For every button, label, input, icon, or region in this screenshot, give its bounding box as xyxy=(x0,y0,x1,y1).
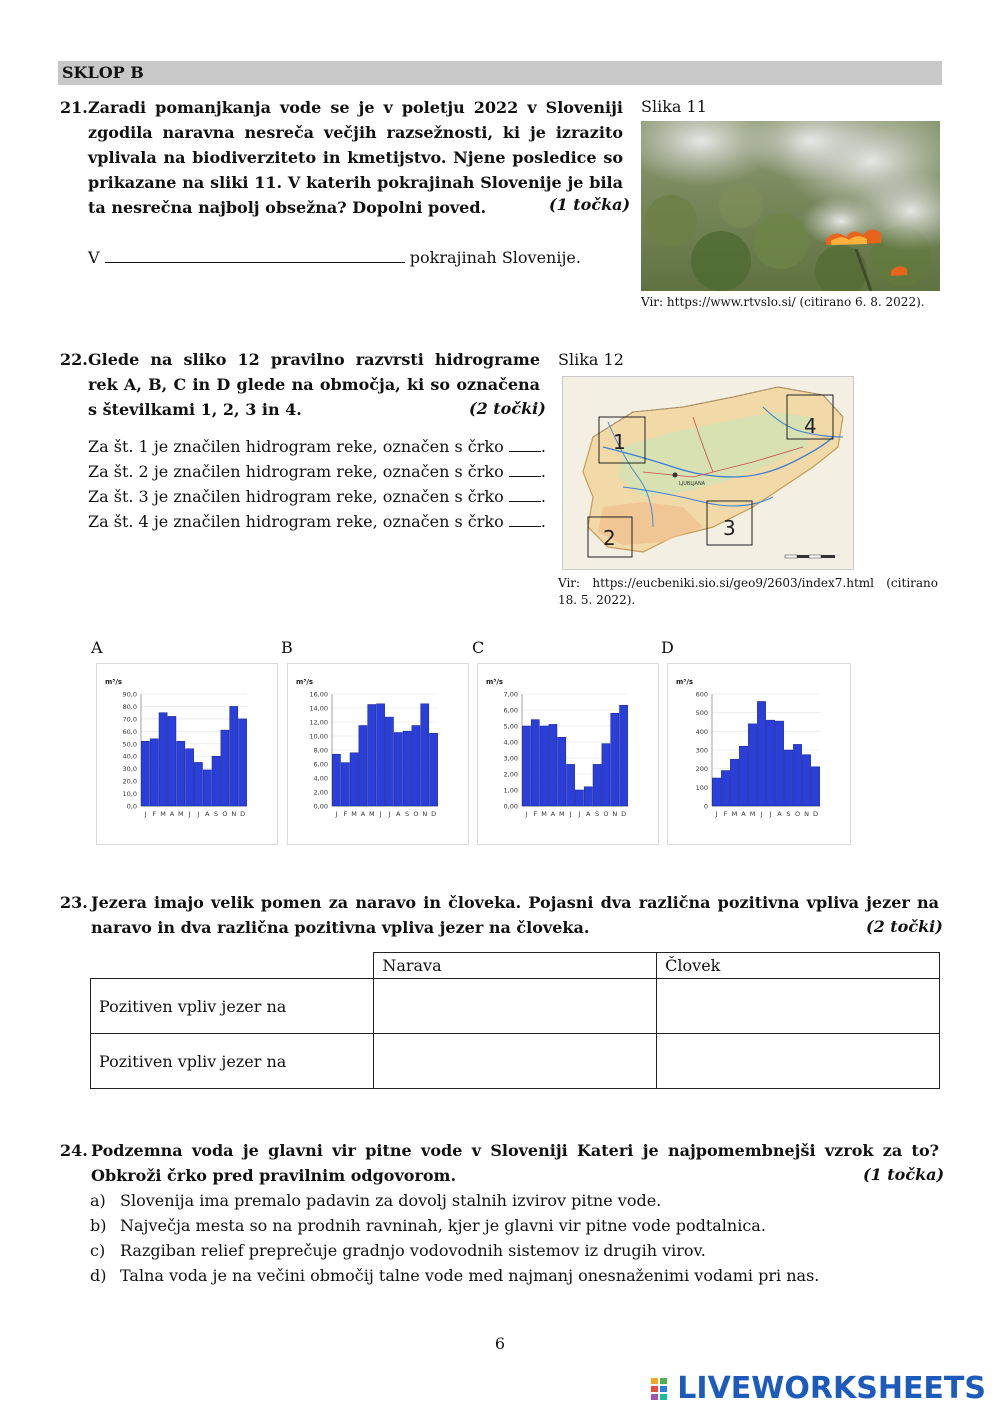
x-tick-label: M xyxy=(368,810,375,818)
q23-row-2 xyxy=(91,1034,940,1089)
bar-9 xyxy=(593,764,601,806)
y-tick-label: 3,00 xyxy=(503,754,518,763)
x-tick-label: A xyxy=(550,810,556,818)
x-tick-label: J xyxy=(525,810,528,818)
liveworksheets-logo-icon xyxy=(651,1376,677,1400)
q22-blank-3[interactable] xyxy=(509,501,541,502)
y-tick-label: 2,00 xyxy=(313,788,328,797)
q23-answer-clovek-1[interactable] xyxy=(657,979,940,1034)
q24-option-d-letter[interactable]: d) xyxy=(90,1266,107,1285)
y-tick-label: 200 xyxy=(695,765,708,774)
chart-c-letter: C xyxy=(472,638,485,657)
x-tick-label: J xyxy=(769,810,772,818)
x-tick-label: A xyxy=(360,810,366,818)
x-tick-label: S xyxy=(595,810,600,818)
y-tick-label: 300 xyxy=(695,746,708,755)
y-tick-label: 20,0 xyxy=(122,777,137,786)
q24-option-a[interactable] xyxy=(90,1188,661,1213)
y-axis-label: m³/s xyxy=(296,678,314,686)
bar-5 xyxy=(748,724,756,806)
x-tick-label: A xyxy=(396,810,401,818)
x-tick-label: M xyxy=(558,810,565,818)
y-tick-label: 90,0 xyxy=(122,690,137,699)
bar-4 xyxy=(739,746,747,806)
x-tick-label: A xyxy=(586,810,591,818)
y-tick-label: 400 xyxy=(695,727,708,736)
bar-8 xyxy=(775,721,783,806)
bar-1 xyxy=(522,726,530,806)
q23-header-clovek: Človek xyxy=(657,953,940,979)
q23-row-1-label: Pozitiven vpliv jezer na xyxy=(91,979,374,1034)
y-tick-label: 5,00 xyxy=(503,722,518,731)
y-tick-label: 7,00 xyxy=(503,690,518,699)
bar-4 xyxy=(359,726,367,807)
q24-question: Podzemna voda je glavni vir pitne vode v Sloveniji Kateri je najpomembnejši vzrok za to? Obkroži črko pred pravilnim odgovorom. xyxy=(91,1141,939,1185)
bar-7 xyxy=(385,717,393,806)
liveworksheets-logo-text: LIVEWORKSHEETS xyxy=(677,1371,986,1406)
q21-question: Zaradi pomanjkanja vode se je v poletju 2022 v Sloveniji zgodila naravna nesreča večjih razsežnosti, ki je izrazito vplivala na biodiverziteto in kmetijstvo. Njene posledice so prikazane na sliki 11. V katerih pokrajinah Slovenije je bila ta nesrečna najbolj obsežna? Dopolni poved. xyxy=(88,98,623,217)
y-tick-label: 8,00 xyxy=(313,746,328,755)
x-tick-label: O xyxy=(603,810,609,818)
x-tick-label: S xyxy=(405,810,410,818)
bar-2 xyxy=(341,763,349,806)
bar-10 xyxy=(221,730,229,806)
x-tick-label: S xyxy=(786,810,791,818)
hydrograph-d xyxy=(667,663,851,845)
x-tick-label: N xyxy=(231,810,237,818)
q24-option-c[interactable] xyxy=(90,1238,706,1263)
q24-option-a-text: Slovenija ima premalo padavin za dovolj stalnih izvirov pitne vode. xyxy=(120,1191,662,1210)
x-tick-label: M xyxy=(731,810,738,818)
x-tick-label: A xyxy=(741,810,746,818)
bar-3 xyxy=(730,759,738,806)
x-tick-label: J xyxy=(188,810,191,818)
y-tick-label: 6,00 xyxy=(313,760,328,769)
q24-option-c-text: Razgiban relief preprečuje gradnjo vodovodnih sistemov iz drugih virov. xyxy=(120,1241,706,1260)
y-tick-label: 30,0 xyxy=(122,765,137,774)
y-tick-label: 500 xyxy=(695,709,708,718)
q22-line-1 xyxy=(88,434,546,459)
bar-5 xyxy=(177,741,185,806)
q24-option-b[interactable] xyxy=(90,1213,766,1238)
q22-line-3-end: . xyxy=(540,487,546,506)
map-region-4-label: 4 xyxy=(804,414,817,438)
y-tick-label: 4,00 xyxy=(313,774,328,783)
bar-12 xyxy=(430,733,438,806)
chart-a-letter: A xyxy=(91,638,103,657)
x-tick-label: M xyxy=(160,810,166,818)
bar-4 xyxy=(168,716,176,806)
slovenia-map xyxy=(562,376,854,570)
bar-10 xyxy=(793,744,801,806)
q23-table xyxy=(90,952,940,1089)
y-tick-label: 600 xyxy=(695,690,708,699)
x-tick-label: A xyxy=(205,810,210,818)
bar-1 xyxy=(712,778,720,806)
q24-text xyxy=(91,1138,939,1188)
wildfire-photo xyxy=(641,121,940,291)
y-axis-label: m³/s xyxy=(486,678,504,686)
y-tick-label: 50,0 xyxy=(122,740,137,749)
x-tick-label: J xyxy=(197,810,200,818)
bar-11 xyxy=(802,755,810,806)
y-axis-label: m³/s xyxy=(105,678,123,686)
y-tick-label: 0 xyxy=(703,802,708,811)
bar-7 xyxy=(194,762,202,806)
q22-line-2 xyxy=(88,459,546,484)
q21-answer-blank[interactable] xyxy=(105,262,405,263)
y-tick-label: 70,0 xyxy=(122,715,137,724)
q22-line-2-end: . xyxy=(540,462,546,481)
q23-row-2-label: Pozitiven vpliv jezer na xyxy=(91,1034,374,1089)
bar-1 xyxy=(141,741,149,806)
x-tick-label: M xyxy=(177,810,184,818)
x-tick-label: M xyxy=(351,810,357,818)
q21-text xyxy=(88,95,623,220)
q22-blank-1[interactable] xyxy=(509,451,541,452)
q22-line-3-text: Za št. 3 je značilen hidrogram reke, označen s črko xyxy=(88,487,504,506)
x-tick-label: J xyxy=(760,810,763,818)
figure-12-source: Vir: https://eucbeniki.sio.si/geo9/2603/index7.html (citirano 18. 5. 2022). xyxy=(558,576,938,607)
q23-header-row xyxy=(91,953,940,979)
q24-option-b-letter[interactable]: b) xyxy=(90,1216,107,1235)
bar-11 xyxy=(421,704,429,806)
y-tick-label: 0,00 xyxy=(503,802,518,811)
hydrograph-c xyxy=(477,663,659,845)
q22-blank-2[interactable] xyxy=(509,476,541,477)
q24-option-d-text: Talna voda je na večini območij talne vode med najmanj onesnaženimi vodami pri nas. xyxy=(120,1266,820,1285)
q23-row-1 xyxy=(91,979,940,1034)
y-tick-label: 0,0 xyxy=(126,802,137,811)
q22-line-2-text: Za št. 2 je značilen hidrogram reke, označen s črko xyxy=(88,462,504,481)
bar-2 xyxy=(150,739,158,806)
q23-answer-narava-2[interactable] xyxy=(374,1034,657,1089)
x-tick-label: J xyxy=(379,810,382,818)
x-tick-label: F xyxy=(343,810,348,818)
q23-question: Jezera imajo velik pomen za naravo in človeka. Pojasni dva različna pozitivna vpliva jezer na naravo in dva različna pozitivna vpliva jezer na človeka. xyxy=(91,893,939,937)
y-axis-label: m³/s xyxy=(676,678,694,686)
x-tick-label: N xyxy=(422,810,428,818)
q22-question: Glede na sliko 12 pravilno razvrsti hidrograme rek A, B, C in D glede na območja, ki so označena s številkami 1, 2, 3 in 4. xyxy=(88,350,540,419)
map-city-label: LJUBLJANA xyxy=(679,481,706,487)
bar-8 xyxy=(584,787,592,806)
map-region-1-label: 1 xyxy=(613,430,626,454)
bar-3 xyxy=(350,753,358,806)
bar-3 xyxy=(540,726,548,806)
x-tick-label: A xyxy=(777,810,782,818)
bar-9 xyxy=(403,731,411,806)
bar-12 xyxy=(811,767,819,806)
figure-11-source: Vir: https://www.rtvslo.si/ (citirano 6. 8. 2022). xyxy=(641,295,925,309)
q24-option-c-letter[interactable]: c) xyxy=(90,1241,106,1260)
x-tick-label: A xyxy=(169,810,175,818)
y-tick-label: 2,00 xyxy=(503,770,518,779)
bar-6 xyxy=(567,764,575,806)
q24-points: (1 točka) xyxy=(863,1165,945,1184)
bar-6 xyxy=(377,704,385,806)
map-region-2-label: 2 xyxy=(603,526,616,550)
chart-b-letter: B xyxy=(281,638,293,657)
q23-header-narava: Narava xyxy=(374,953,657,979)
q22-line-4-end: . xyxy=(540,512,546,531)
q21-answer-suffix: pokrajinah Slovenije. xyxy=(409,248,581,267)
q22-line-1-text: Za št. 1 je značilen hidrogram reke, označen s črko xyxy=(88,437,504,456)
x-tick-label: N xyxy=(804,810,809,818)
bar-4 xyxy=(549,724,557,806)
q22-number: 22. xyxy=(60,350,88,369)
bar-11 xyxy=(611,713,619,806)
y-tick-label: 10,0 xyxy=(122,790,137,799)
q23-points: (2 točki) xyxy=(866,917,943,936)
hydrograph-a xyxy=(96,663,278,845)
bar-2 xyxy=(721,771,729,806)
x-tick-label: D xyxy=(812,810,819,818)
y-tick-label: 100 xyxy=(695,783,708,792)
q23-header-empty xyxy=(91,953,374,979)
bar-3 xyxy=(159,713,167,806)
q22-blank-4[interactable] xyxy=(509,526,541,527)
q24-option-d[interactable] xyxy=(90,1263,819,1288)
q21-answer-prefix: V xyxy=(88,248,100,267)
x-tick-label: M xyxy=(749,810,756,818)
x-tick-label: S xyxy=(214,810,219,818)
map-region-3-label: 3 xyxy=(723,516,736,540)
x-tick-label: N xyxy=(612,810,618,818)
y-tick-label: 60,0 xyxy=(122,727,137,736)
y-tick-label: 10,00 xyxy=(309,732,328,741)
bar-7 xyxy=(766,720,774,806)
y-tick-label: 1,00 xyxy=(503,786,518,795)
bar-6 xyxy=(186,749,194,806)
x-tick-label: J xyxy=(335,810,338,818)
bar-12 xyxy=(239,719,247,806)
x-tick-label: D xyxy=(621,810,627,818)
bar-6 xyxy=(757,701,765,806)
y-tick-label: 12,00 xyxy=(309,718,328,727)
bar-10 xyxy=(412,726,420,807)
y-tick-label: 0,00 xyxy=(313,802,328,811)
x-tick-label: F xyxy=(723,810,728,818)
q22-line-1-end: . xyxy=(540,437,546,456)
q23-text xyxy=(91,890,939,940)
q24-option-a-letter[interactable]: a) xyxy=(90,1191,106,1210)
x-tick-label: F xyxy=(533,810,538,818)
y-tick-label: 6,00 xyxy=(503,706,518,715)
liveworksheets-logo xyxy=(651,1371,986,1406)
hydrograph-b xyxy=(287,663,469,845)
bar-12 xyxy=(620,705,628,806)
bar-5 xyxy=(558,737,566,806)
q22-line-4 xyxy=(88,509,546,534)
q23-answer-clovek-2[interactable] xyxy=(657,1034,940,1089)
y-tick-label: 16,00 xyxy=(309,690,328,699)
q21-answer-line xyxy=(88,245,628,270)
x-tick-label: J xyxy=(569,810,572,818)
page-number: 6 xyxy=(494,1334,506,1353)
x-tick-label: J xyxy=(578,810,581,818)
x-tick-label: D xyxy=(240,810,246,818)
q23-answer-narava-1[interactable] xyxy=(374,979,657,1034)
bar-8 xyxy=(394,733,402,807)
bar-7 xyxy=(575,790,583,806)
x-tick-label: O xyxy=(413,810,419,818)
y-tick-label: 4,00 xyxy=(503,738,518,747)
q24-number: 24. xyxy=(60,1141,88,1160)
bar-11 xyxy=(230,706,238,806)
q22-line-3 xyxy=(88,484,546,509)
x-tick-label: M xyxy=(541,810,547,818)
x-tick-label: J xyxy=(144,810,147,818)
bar-9 xyxy=(212,756,220,806)
bar-5 xyxy=(368,705,376,807)
bar-8 xyxy=(203,770,211,806)
bar-9 xyxy=(784,750,792,806)
bar-1 xyxy=(332,754,340,806)
y-tick-label: 14,00 xyxy=(309,704,328,713)
y-tick-label: 80,0 xyxy=(122,702,137,711)
x-tick-label: O xyxy=(794,810,801,818)
x-tick-label: D xyxy=(431,810,437,818)
figure-11-caption: Slika 11 xyxy=(641,97,707,116)
chart-d-letter: D xyxy=(661,638,674,657)
q21-points: (1 točka) xyxy=(549,195,631,214)
x-tick-label: O xyxy=(222,810,228,818)
y-tick-label: 40,0 xyxy=(122,752,137,761)
q24-option-b-text: Največja mesta so na prodnih ravninah, kjer je glavni vir pitne vode podtalnica. xyxy=(120,1216,766,1235)
bar-10 xyxy=(602,744,610,806)
q23-number: 23. xyxy=(60,893,88,912)
q21-number: 21. xyxy=(60,98,88,117)
q22-line-4-text: Za št. 4 je značilen hidrogram reke, označen s črko xyxy=(88,512,504,531)
section-header: SKLOP B xyxy=(58,61,942,85)
bar-2 xyxy=(531,720,539,806)
q22-points: (2 točki) xyxy=(469,399,546,418)
figure-12-caption: Slika 12 xyxy=(558,350,624,369)
x-tick-label: J xyxy=(715,810,718,818)
x-tick-label: J xyxy=(388,810,391,818)
x-tick-label: F xyxy=(152,810,157,818)
